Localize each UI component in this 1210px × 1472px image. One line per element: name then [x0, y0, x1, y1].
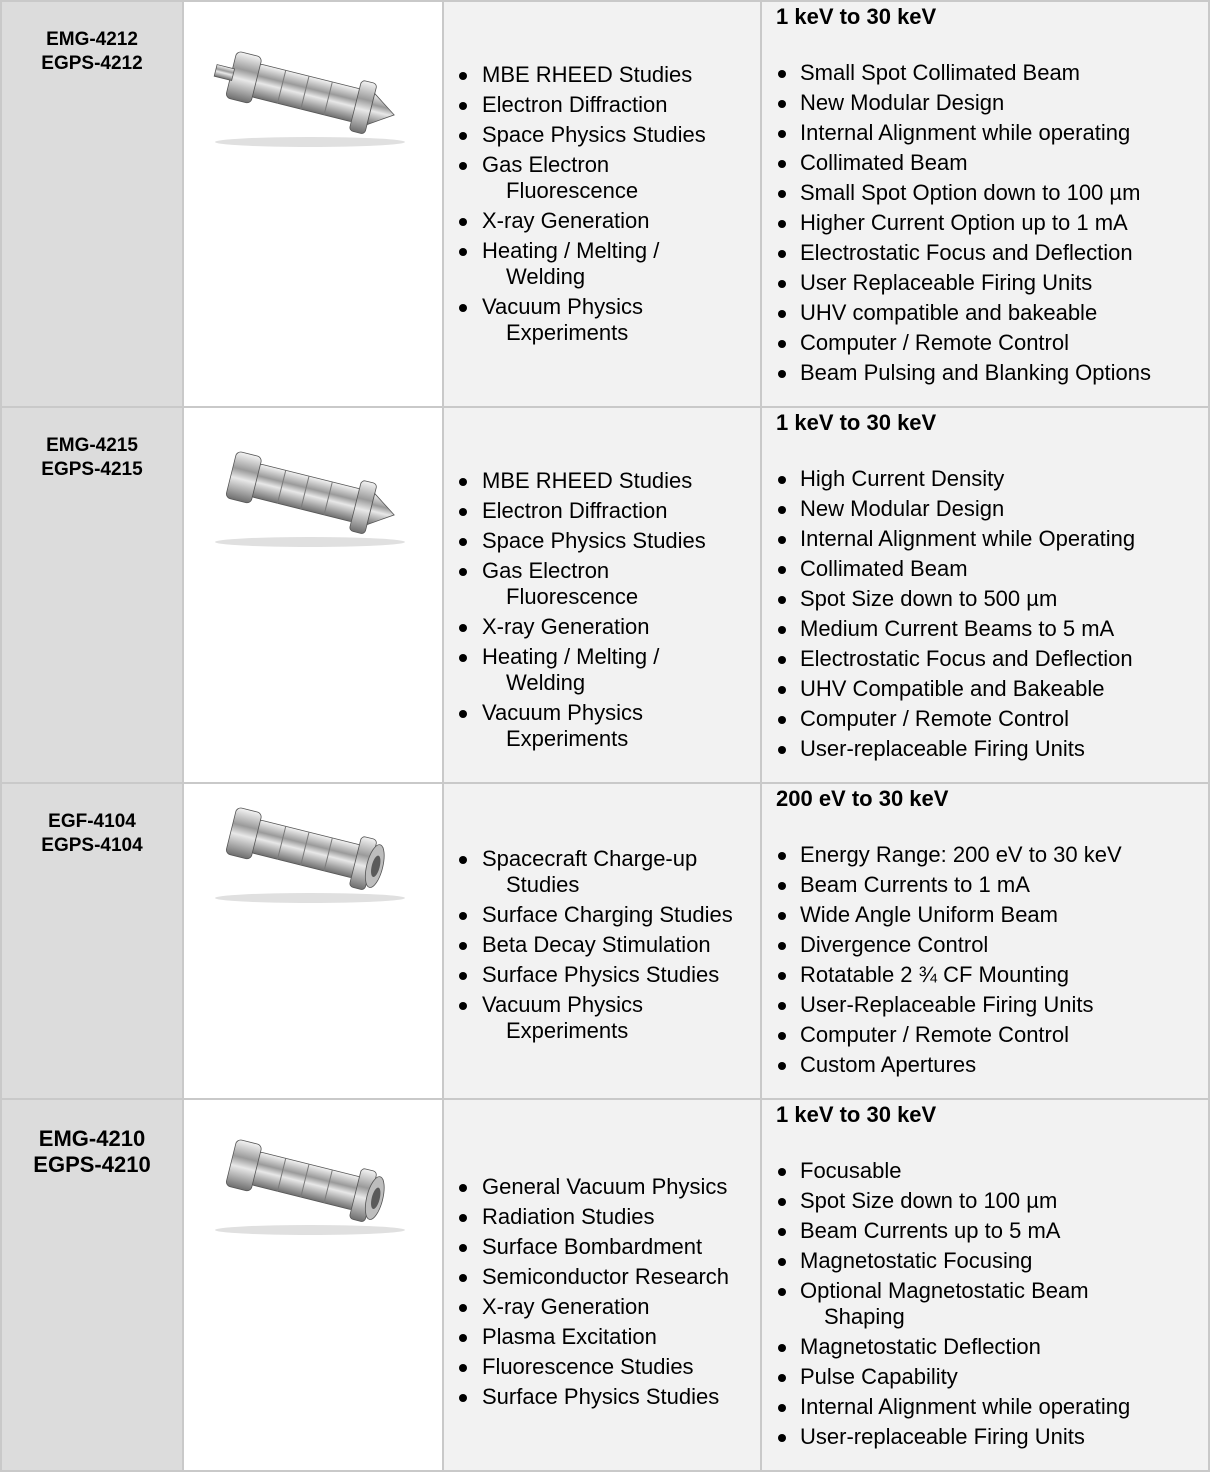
bullet-icon — [778, 340, 786, 348]
bullet-icon — [778, 972, 786, 980]
list-item-text: Electrostatic Focus and Deflection — [800, 646, 1133, 671]
list-item — [776, 872, 1208, 898]
energy-range: 1 keV to 30 keV — [776, 1102, 937, 1127]
list-item — [776, 180, 1208, 206]
bullet-icon — [459, 710, 467, 718]
model-cell — [1, 407, 183, 783]
list-item-text: Spot Size down to 100 µm — [800, 1188, 1058, 1213]
applications-cell — [443, 1, 761, 407]
features-cell — [761, 1099, 1209, 1471]
product-row — [1, 1, 1209, 407]
list-item — [776, 526, 1208, 552]
list-item-text: Fluorescence — [506, 178, 639, 203]
model-name: EGF-4104 — [48, 811, 136, 832]
bullet-icon — [778, 1032, 786, 1040]
model-name: EGPS-4104 — [41, 835, 143, 856]
bullet-icon — [778, 1228, 786, 1236]
list-item — [444, 92, 760, 118]
list-item-text: Internal Alignment while Operating — [800, 526, 1136, 551]
list-item — [776, 150, 1208, 176]
bullet-icon — [459, 1244, 467, 1252]
list-item — [444, 1384, 760, 1410]
bullet-icon — [459, 102, 467, 110]
bullet-icon — [778, 626, 786, 634]
list-item — [444, 558, 760, 610]
bullet-icon — [459, 248, 467, 256]
model-name: EGPS-4215 — [41, 459, 143, 480]
bullet-icon — [778, 746, 786, 754]
list-item — [776, 616, 1208, 642]
list-item — [776, 330, 1208, 356]
bullet-icon — [459, 508, 467, 516]
bullet-icon — [459, 1364, 467, 1372]
list-item-text: Magnetostatic Deflection — [800, 1334, 1041, 1359]
model-cell — [1, 1099, 183, 1471]
list-item — [776, 586, 1208, 612]
list-item — [776, 1158, 1208, 1184]
list-item-text: X-ray Generation — [482, 1294, 650, 1319]
list-item-text: New Modular Design — [800, 90, 1005, 115]
bullet-icon — [459, 538, 467, 546]
bullet-icon — [778, 1168, 786, 1176]
features-cell — [761, 1, 1209, 407]
features-list — [776, 60, 1208, 386]
list-item — [776, 90, 1208, 116]
bullet-icon — [778, 656, 786, 664]
bullet-icon — [778, 1002, 786, 1010]
list-item-text: Surface Bombardment — [482, 1234, 703, 1259]
bullet-icon — [778, 852, 786, 860]
list-item — [444, 614, 760, 640]
bullet-icon — [778, 536, 786, 544]
list-item-text: Collimated Beam — [800, 150, 968, 175]
applications-cell — [443, 1099, 761, 1471]
list-item — [444, 152, 760, 204]
list-item-text: Vacuum Physics — [482, 294, 643, 319]
features-list — [776, 466, 1208, 762]
bullet-icon — [778, 1062, 786, 1070]
list-item — [776, 210, 1208, 236]
list-item — [444, 1354, 760, 1380]
list-item — [444, 62, 760, 88]
list-item — [444, 1324, 760, 1350]
list-item-text: Computer / Remote Control — [800, 1022, 1069, 1047]
list-item-text: Shaping — [824, 1304, 905, 1329]
list-item-text: Radiation Studies — [482, 1204, 655, 1229]
bullet-icon — [459, 304, 467, 312]
bullet-icon — [459, 132, 467, 140]
list-item-text: Semiconductor Research — [482, 1264, 730, 1289]
list-item-text: X-ray Generation — [482, 208, 650, 233]
features-list — [776, 842, 1208, 1078]
energy-range: 1 keV to 30 keV — [776, 410, 937, 435]
list-item-text: User-replaceable Firing Units — [800, 1424, 1085, 1449]
list-item-text: Heating / Melting / — [482, 238, 660, 263]
list-item-text: User-Replaceable Firing Units — [800, 992, 1094, 1017]
model-cell — [1, 1, 183, 407]
list-item-text: Beta Decay Stimulation — [482, 932, 711, 957]
list-item — [444, 992, 760, 1044]
bullet-icon — [459, 1394, 467, 1402]
list-item-text: Gas Electron — [482, 152, 610, 177]
list-item — [776, 992, 1208, 1018]
bullet-icon — [778, 280, 786, 288]
bullet-icon — [778, 1434, 786, 1442]
list-item — [444, 294, 760, 346]
list-item-text: Small Spot Option down to 100 µm — [800, 180, 1141, 205]
bullet-icon — [778, 1288, 786, 1296]
bullet-icon — [459, 912, 467, 920]
list-item — [776, 1424, 1208, 1450]
list-item — [776, 1248, 1208, 1274]
product-image-cell — [183, 1099, 443, 1471]
list-item-text: Energy Range: 200 eV to 30 keV — [800, 842, 1122, 867]
bullet-icon — [459, 72, 467, 80]
list-item-text: User-replaceable Firing Units — [800, 736, 1085, 761]
list-item-text: Electron Diffraction — [482, 498, 668, 523]
list-item-text: Fluorescence — [506, 584, 639, 609]
list-item-text: Heating / Melting / — [482, 644, 660, 669]
applications-list — [444, 846, 760, 1044]
product-row — [1, 1099, 1209, 1471]
bullet-icon — [778, 882, 786, 890]
applications-cell — [443, 783, 761, 1099]
list-item-text: Space Physics Studies — [482, 528, 706, 553]
list-item — [444, 932, 760, 958]
list-item-text: UHV compatible and bakeable — [800, 300, 1098, 325]
model-name: EMG-4215 — [46, 435, 138, 456]
list-item-text: Experiments — [506, 320, 629, 345]
bullet-icon — [459, 478, 467, 486]
list-item-text: Gas Electron — [482, 558, 610, 583]
bullet-icon — [778, 370, 786, 378]
list-item — [444, 846, 760, 898]
product-row — [1, 407, 1209, 783]
electron-gun-photo — [210, 798, 410, 908]
bullet-icon — [778, 912, 786, 920]
list-item — [776, 902, 1208, 928]
list-item — [444, 498, 760, 524]
energy-range: 200 eV to 30 keV — [776, 786, 949, 811]
bullet-icon — [459, 1214, 467, 1222]
bullet-icon — [778, 1404, 786, 1412]
list-item-text: Electrostatic Focus and Deflection — [800, 240, 1133, 265]
list-item — [776, 1278, 1208, 1330]
list-item-text: Custom Apertures — [800, 1052, 977, 1077]
list-item-text: X-ray Generation — [482, 614, 650, 639]
list-item-text: Divergence Control — [800, 932, 989, 957]
bullet-icon — [778, 596, 786, 604]
bullet-icon — [778, 566, 786, 574]
bullet-icon — [459, 1274, 467, 1282]
list-item — [444, 208, 760, 234]
features-cell — [761, 407, 1209, 783]
list-item-text: Computer / Remote Control — [800, 330, 1069, 355]
list-item — [776, 270, 1208, 296]
bullet-icon — [459, 654, 467, 662]
list-item-text: Optional Magnetostatic Beam — [800, 1278, 1089, 1303]
list-item-text: Rotatable 2 ¾ CF Mounting — [800, 962, 1070, 987]
bullet-icon — [459, 624, 467, 632]
electron-gun-photo — [210, 442, 410, 552]
list-item-text: Experiments — [506, 726, 629, 751]
list-item — [776, 466, 1208, 492]
bullet-icon — [778, 310, 786, 318]
bullet-icon — [778, 160, 786, 168]
list-item — [444, 1264, 760, 1290]
model-cell — [1, 783, 183, 1099]
features-list — [776, 1158, 1208, 1450]
list-item — [776, 1394, 1208, 1420]
list-item-text: New Modular Design — [800, 496, 1005, 521]
list-item — [776, 1334, 1208, 1360]
list-item — [776, 360, 1208, 386]
list-item — [776, 932, 1208, 958]
list-item-text: Pulse Capability — [800, 1364, 958, 1389]
list-item-text: High Current Density — [800, 466, 1005, 491]
applications-list — [444, 62, 760, 346]
product-row — [1, 783, 1209, 1099]
list-item-text: Beam Pulsing and Blanking Options — [800, 360, 1151, 385]
list-item-text: Surface Physics Studies — [482, 1384, 720, 1409]
bullet-icon — [459, 568, 467, 576]
list-item — [444, 700, 760, 752]
electron-gun-photo — [210, 42, 410, 152]
list-item-text: Fluorescence Studies — [482, 1354, 694, 1379]
list-item — [776, 1364, 1208, 1390]
energy-range: 1 keV to 30 keV — [776, 4, 937, 29]
list-item — [776, 1218, 1208, 1244]
list-item-text: Vacuum Physics — [482, 700, 643, 725]
list-item — [444, 644, 760, 696]
bullet-icon — [778, 250, 786, 258]
list-item — [444, 1234, 760, 1260]
list-item-text: General Vacuum Physics — [482, 1174, 728, 1199]
list-item — [776, 120, 1208, 146]
electron-gun-photo — [210, 1130, 410, 1240]
list-item-text: Beam Currents up to 5 mA — [800, 1218, 1061, 1243]
list-item-text: Medium Current Beams to 5 mA — [800, 616, 1115, 641]
list-item-text: Small Spot Collimated Beam — [800, 60, 1081, 85]
bullet-icon — [778, 100, 786, 108]
bullet-icon — [778, 130, 786, 138]
list-item — [776, 556, 1208, 582]
list-item-text: Internal Alignment while operating — [800, 1394, 1131, 1419]
list-item-text: Wide Angle Uniform Beam — [800, 902, 1058, 927]
bullet-icon — [778, 1374, 786, 1382]
features-cell — [761, 783, 1209, 1099]
bullet-icon — [778, 506, 786, 514]
bullet-icon — [778, 942, 786, 950]
list-item — [444, 122, 760, 148]
list-item — [444, 468, 760, 494]
bullet-icon — [778, 1198, 786, 1206]
list-item — [444, 902, 760, 928]
list-item-text: UHV Compatible and Bakeable — [800, 676, 1105, 701]
list-item-text: Beam Currents to 1 mA — [800, 872, 1030, 897]
list-item — [444, 1174, 760, 1200]
list-item-text: MBE RHEED Studies — [482, 468, 693, 493]
applications-cell — [443, 407, 761, 783]
product-image-cell — [183, 1, 443, 407]
list-item-text: Welding — [506, 264, 586, 289]
list-item-text: MBE RHEED Studies — [482, 62, 693, 87]
model-name: EGPS-4210 — [33, 1152, 151, 1177]
list-item — [776, 1188, 1208, 1214]
list-item-text: Surface Charging Studies — [482, 902, 733, 927]
list-item — [776, 706, 1208, 732]
list-item — [776, 736, 1208, 762]
list-item-text: Spacecraft Charge-up — [482, 846, 698, 871]
list-item — [776, 646, 1208, 672]
bullet-icon — [459, 972, 467, 980]
product-image-cell — [183, 783, 443, 1099]
bullet-icon — [778, 476, 786, 484]
bullet-icon — [778, 190, 786, 198]
list-item — [776, 240, 1208, 266]
list-item-text: Higher Current Option up to 1 mA — [800, 210, 1128, 235]
list-item — [776, 496, 1208, 522]
bullet-icon — [459, 162, 467, 170]
list-item — [444, 238, 760, 290]
applications-list — [444, 1174, 760, 1410]
list-item-text: Collimated Beam — [800, 556, 968, 581]
list-item — [776, 1022, 1208, 1048]
bullet-icon — [778, 1344, 786, 1352]
list-item — [444, 962, 760, 988]
list-item-text: Spot Size down to 500 µm — [800, 586, 1058, 611]
bullet-icon — [459, 942, 467, 950]
product-image-cell — [183, 407, 443, 783]
list-item-text: User Replaceable Firing Units — [800, 270, 1093, 295]
list-item-text: Internal Alignment while operating — [800, 120, 1131, 145]
list-item — [776, 676, 1208, 702]
list-item — [776, 1052, 1208, 1078]
list-item-text: Vacuum Physics — [482, 992, 643, 1017]
model-name: EMG-4212 — [46, 29, 138, 50]
list-item — [776, 300, 1208, 326]
list-item-text: Electron Diffraction — [482, 92, 668, 117]
model-name: EGPS-4212 — [41, 53, 143, 74]
list-item — [444, 528, 760, 554]
list-item-text: Space Physics Studies — [482, 122, 706, 147]
bullet-icon — [459, 1184, 467, 1192]
bullet-icon — [459, 218, 467, 226]
list-item — [776, 60, 1208, 86]
list-item — [776, 842, 1208, 868]
bullet-icon — [778, 1258, 786, 1266]
list-item — [444, 1204, 760, 1230]
list-item-text: Magnetostatic Focusing — [800, 1248, 1033, 1273]
list-item-text: Studies — [506, 872, 580, 897]
bullet-icon — [459, 856, 467, 864]
list-item-text: Focusable — [800, 1158, 902, 1183]
list-item — [776, 962, 1208, 988]
bullet-icon — [778, 220, 786, 228]
bullet-icon — [778, 686, 786, 694]
applications-list — [444, 468, 760, 752]
bullet-icon — [459, 1334, 467, 1342]
bullet-icon — [778, 716, 786, 724]
list-item-text: Plasma Excitation — [482, 1324, 657, 1349]
model-name: EMG-4210 — [38, 1126, 146, 1151]
bullet-icon — [459, 1304, 467, 1312]
list-item-text: Surface Physics Studies — [482, 962, 720, 987]
list-item — [444, 1294, 760, 1320]
bullet-icon — [778, 70, 786, 78]
list-item-text: Computer / Remote Control — [800, 706, 1069, 731]
list-item-text: Experiments — [506, 1018, 629, 1043]
list-item-text: Welding — [506, 670, 586, 695]
bullet-icon — [459, 1002, 467, 1010]
